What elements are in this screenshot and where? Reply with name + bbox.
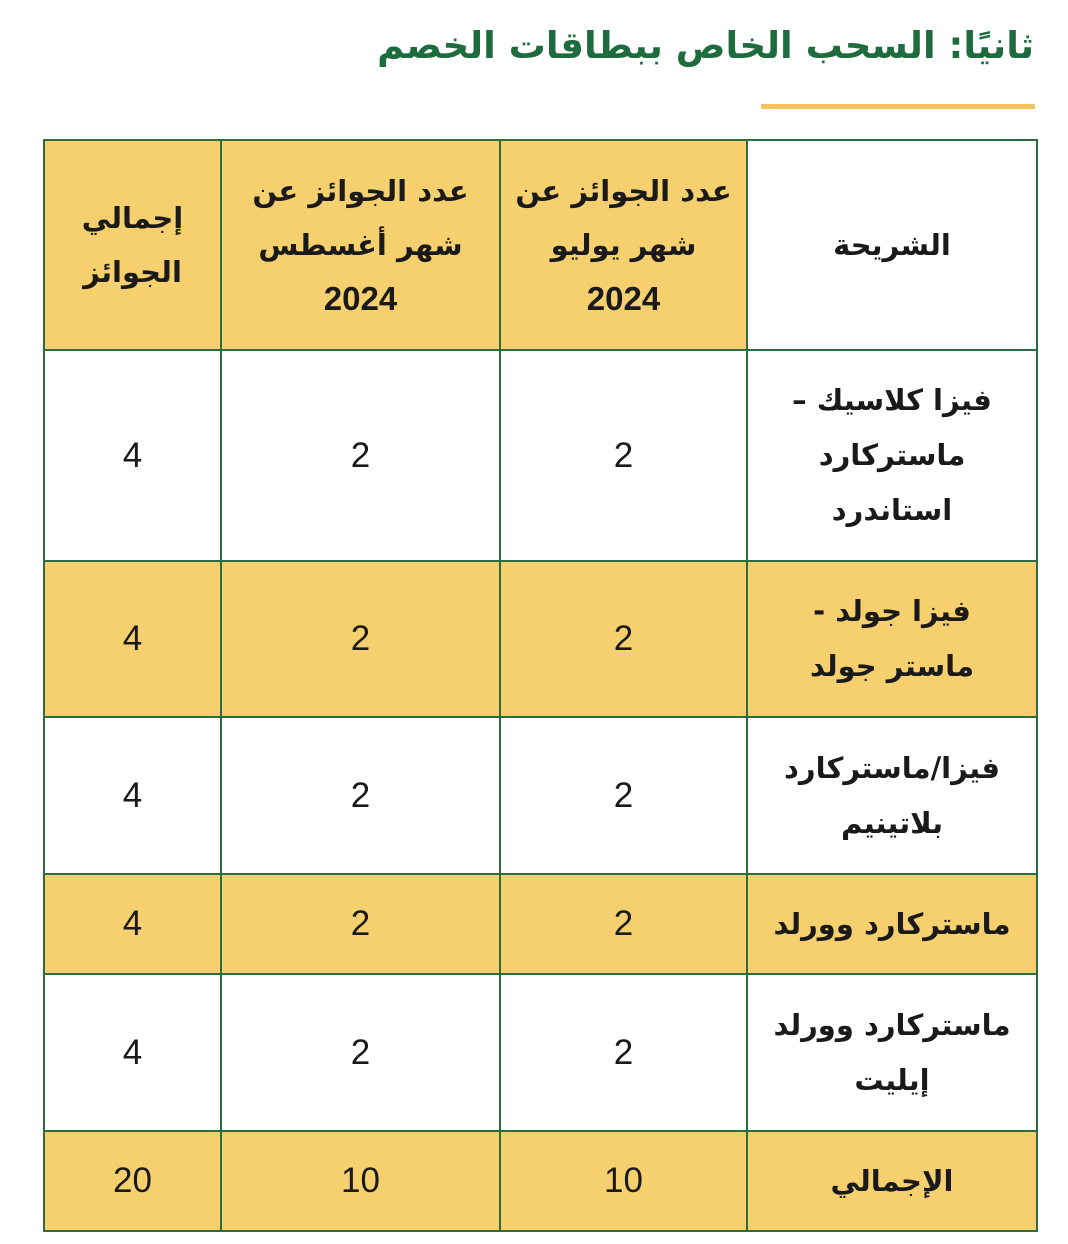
totals-row (44, 1131, 1037, 1231)
cell-total: 4 (44, 561, 221, 717)
cell-total: 4 (44, 717, 221, 874)
cell-july-total: 10 (500, 1131, 747, 1231)
cell-segment: فيزا/ماستركارد بلاتينيم (747, 717, 1037, 874)
cell-july: 2 (500, 874, 747, 974)
cell-total: 4 (44, 350, 221, 561)
table-row (44, 561, 1037, 717)
header-august-year: 2024 (323, 280, 398, 317)
table-row (44, 717, 1037, 874)
header-august: عدد الجوائز عن شهر أغسطس 2024 (221, 140, 500, 350)
cell-august: 2 (221, 974, 500, 1131)
cell-august: 2 (221, 350, 500, 561)
totals-label: الإجمالي (747, 1131, 1037, 1231)
header-july: عدد الجوائز عن شهر يوليو 2024 (500, 140, 747, 350)
title-underline (761, 104, 1035, 109)
cell-august-total: 10 (221, 1131, 500, 1231)
cell-segment: فيزا جولد - ماستر جولد (747, 561, 1037, 717)
cell-august: 2 (221, 874, 500, 974)
cell-segment: فيزا كلاسيك – ماستركارد استاندرد (747, 350, 1037, 561)
cell-july: 2 (500, 717, 747, 874)
cell-grand-total: 20 (44, 1131, 221, 1231)
cell-total: 4 (44, 874, 221, 974)
page-title: ثانيًا: السحب الخاص ببطاقات الخصم (377, 24, 1034, 67)
header-segment: الشريحة (747, 140, 1037, 350)
cell-july: 2 (500, 974, 747, 1131)
table-row (44, 874, 1037, 974)
header-july-year: 2024 (586, 280, 661, 317)
cell-segment: ماستركارد وورلد (747, 874, 1037, 974)
cell-segment: ماستركارد وورلد إيليت (747, 974, 1037, 1131)
header-row (44, 140, 1037, 350)
table-row (44, 350, 1037, 561)
cell-august: 2 (221, 717, 500, 874)
table-row (44, 974, 1037, 1131)
cell-july: 2 (500, 561, 747, 717)
prizes-table (43, 139, 1038, 1232)
cell-total: 4 (44, 974, 221, 1131)
cell-july: 2 (500, 350, 747, 561)
header-total: إجمالي الجوائز (44, 140, 221, 350)
cell-august: 2 (221, 561, 500, 717)
